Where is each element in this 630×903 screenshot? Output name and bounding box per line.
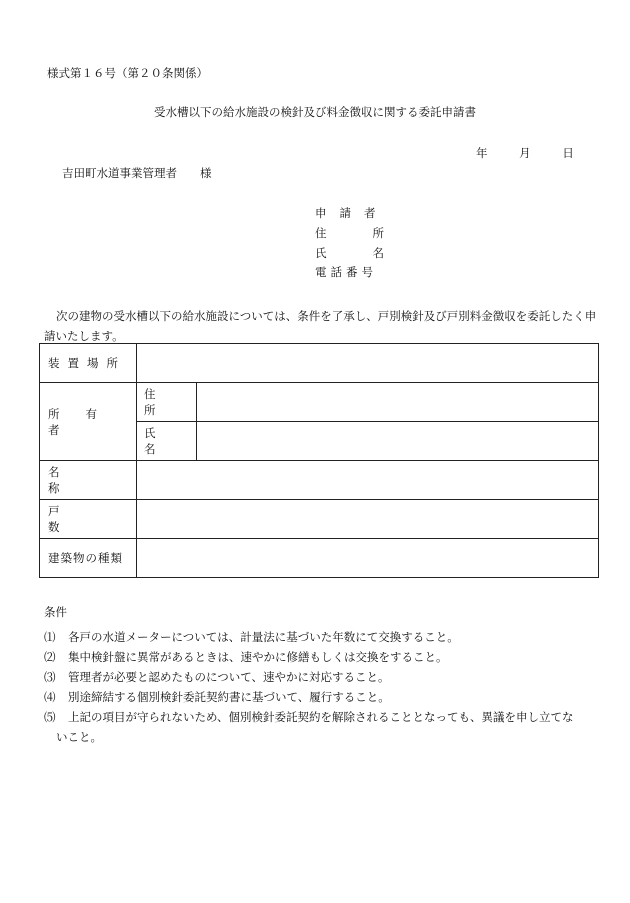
condition-2-text: 集中検針盤に異常があるときは、速やかに修繕もしくは交換をすること。 <box>68 650 448 664</box>
application-table <box>39 343 599 578</box>
condition-1-text: 各戸の水道メーターについては、計量法に基づいた年数にて交換すること。 <box>68 630 459 644</box>
date-line <box>476 148 574 160</box>
date-month-label: 月 <box>519 146 531 160</box>
conditions-title: 条件 <box>44 605 67 619</box>
condition-3-number: ⑶ <box>44 670 56 684</box>
label-building-name <box>40 461 137 500</box>
condition-5-continuation: いこと。 <box>56 730 102 744</box>
label-owner-text: 所有者 <box>48 406 123 437</box>
date-year-label: 年 <box>476 146 488 160</box>
applicant-address-label: 住所 <box>315 226 430 240</box>
building-type-field[interactable] <box>137 539 599 578</box>
label-units <box>40 500 137 539</box>
applicant-phone-label: 電話番号 <box>315 265 377 279</box>
condition-5-text: 上記の項目が守られないため、個別検針委託契約を解除されることとなっても、異議を申し立てな <box>68 710 574 724</box>
owner-name-field[interactable] <box>197 422 599 461</box>
applicant-name-label: 氏名 <box>315 246 430 260</box>
label-owner-name-text: 氏名 <box>144 426 178 456</box>
form-number: 様式第１６号（第２０条関係） <box>47 66 208 80</box>
condition-3-text: 管理者が必要と認めたものについて、速やかに対応すること。 <box>68 670 390 684</box>
label-building-name-text: 名称 <box>48 465 118 495</box>
row-units <box>40 500 599 539</box>
condition-4 <box>44 687 604 707</box>
label-owner-address <box>137 383 197 422</box>
addressee: 吉田町水道事業管理者 様 <box>62 166 212 180</box>
units-field[interactable] <box>137 500 599 539</box>
row-building-name <box>40 461 599 500</box>
row-building-type <box>40 539 599 578</box>
condition-3 <box>44 667 604 687</box>
condition-2-number: ⑵ <box>44 650 56 664</box>
label-building-type-text: 建築物の種類 <box>48 551 123 565</box>
condition-5-number: ⑸ <box>44 710 56 724</box>
condition-1 <box>44 627 604 647</box>
condition-1-number: ⑴ <box>44 630 56 644</box>
document-title: 受水槽以下の給水施設の検針及び料金徴収に関する委託申請書 <box>154 105 476 119</box>
request-statement: 次の建物の受水槽以下の給水施設については、条件を了承し、戸別検針及び戸別料金徴収を委託したく申請いたします。 <box>44 309 597 343</box>
condition-2 <box>44 647 604 667</box>
label-owner <box>40 383 137 461</box>
label-building-type <box>40 539 137 578</box>
row-owner-address <box>40 383 599 422</box>
condition-5 <box>44 707 604 747</box>
applicant-heading: 申請者 <box>315 206 389 220</box>
label-location-text: 装置場所 <box>48 356 126 370</box>
date-day-label: 日 <box>562 146 574 160</box>
label-location <box>40 344 137 383</box>
building-name-field[interactable] <box>137 461 599 500</box>
label-owner-address-text: 住所 <box>144 387 178 417</box>
condition-4-text: 別途締結する個別検針委託契約書に基づいて、履行すること。 <box>68 690 390 704</box>
row-location <box>40 344 599 383</box>
owner-address-field[interactable] <box>197 383 599 422</box>
condition-4-number: ⑷ <box>44 690 56 704</box>
label-owner-name <box>137 422 197 461</box>
location-field[interactable] <box>137 344 599 383</box>
label-units-text: 戸数 <box>48 504 118 534</box>
